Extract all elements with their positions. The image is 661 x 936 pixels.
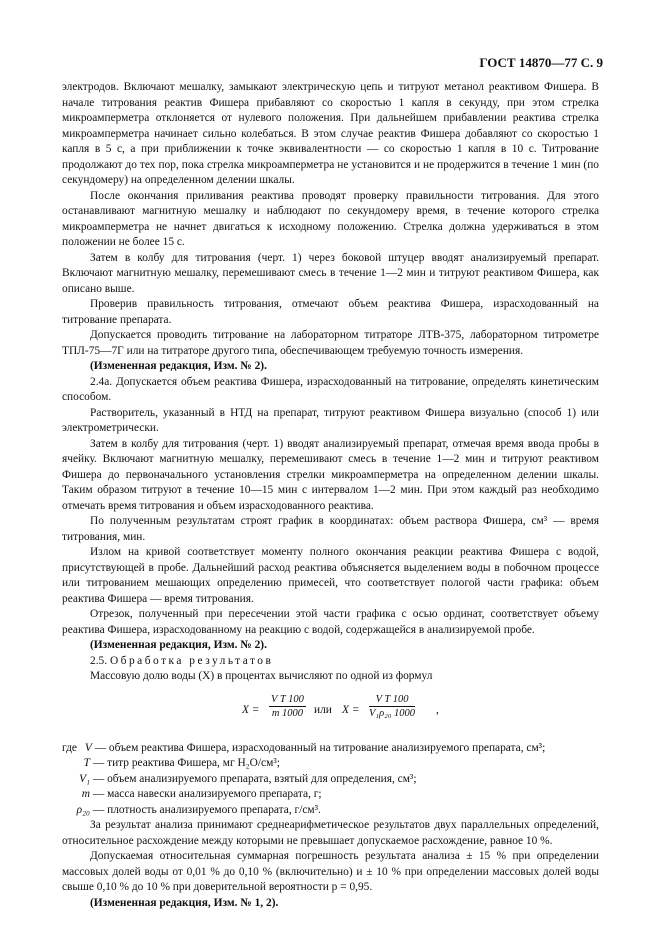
definition-row (62, 756, 599, 772)
formula-or: или (314, 703, 332, 716)
paragraph: Допускаемая относительная суммарная погрешность результата анализа ± 15 % при определении массовых долей воды от 0,01 % до 0,10 % (включительно) и ± 10 % при определении массовых долей воды свыше 0,10 % до 10 % при доверительной вероятности p = 0,95. (62, 850, 599, 893)
section-title: Обработка результатов (109, 654, 274, 667)
definition-text: — объем анализируемого препарата, взятый для определения, см³; (92, 772, 417, 785)
definition-text: — масса навески анализируемого препарата, г; (92, 788, 322, 800)
formula-lhs: X = (342, 703, 360, 716)
document-body (62, 80, 599, 911)
paragraph: По полученным результатам строят график в координатах: объем раствора Фишера, см³ — время титрования, мин. (62, 515, 599, 543)
fraction (369, 693, 415, 720)
definition-symbol: m (81, 788, 90, 800)
paragraph: Излом на кривой соответствует моменту полного окончания реакции реактива Фишера с водой, присутствующей в пробе. Дальнейший расход реактива объясняется выделением воды в побочном процессе или титрованием мешающих определению примесей, что соответствует пологой части графика: объем реактива Фишера — время титрования. (62, 546, 599, 605)
section-number: 2.5. (90, 654, 108, 667)
formula-lhs: X = (242, 703, 260, 716)
formula-comma: , (436, 703, 439, 716)
definition-text: — титр реактива Фишера, мг H₂O/см³; (92, 757, 280, 769)
fraction (269, 693, 306, 720)
definition-row (62, 741, 599, 757)
amendment-note: (Измененная редакция, Изм. № 1, 2). (90, 896, 279, 909)
paragraph: Проверив правильность титрования, отмечают объем реактива Фишера, израсходованный на титрование препарата. (62, 298, 599, 326)
definition-symbol: T (83, 757, 90, 769)
paragraph: Затем в колбу для титрования (черт. 1) через боковой штуцер вводят анализируемый препарат. Включают магнитную мешалку, перемешивают смесь в течение 1—2 мин и титруют реактивом Фишера, как описано выше. (62, 251, 599, 295)
paragraph: Массовую долю воды (X) в процентах вычисляют по одной из формул (90, 670, 433, 682)
definition-text: — плотность анализируемого препарата, г/см³. (92, 803, 321, 816)
paragraph: Допускается проводить титрование на лабораторном титраторе ЛТВ-375, лабораторном титрометре ТПЛ-75—7Г или на титраторе другого типа, обеспечивающем требуемую точность измерения. (62, 329, 599, 357)
definition-text: — объем реактива Фишера, израсходованный на титрование анализируемого препарата, см³; (94, 741, 546, 754)
paragraph: Затем в колбу для титрования (черт. 1) вводят анализируемый препарат, отмечая время ввода пробы в ячейку. Включают магнитную мешалку, перемешивают смесь в течение 1—2 мин и титруют реактивом Фишера до первоначального установления стрелки микроамперметра на определенном делении шкалы. Таким образом титруют в течение 10—15 мин с интервалом 1—2 мин. При этом каждый раз необходимо отмечать время титрования и объем израсходованного реактива. (62, 437, 599, 512)
definition-row (62, 787, 599, 803)
amendment-note: (Измененная редакция, Изм. № 2). (90, 360, 267, 372)
fraction-denominator: V₁ρ₂₀ 1000 (369, 707, 416, 719)
definition-symbol: V (84, 741, 92, 754)
paragraph: После окончания приливания реактива проводят проверку правильности титрования. Для этого останавливают магнитную мешалку и наблюдают по секундомеру время, в течение которого стрелка микроамперметра не начнет двигаться к исходному положению. Стрелка должна удерживаться в этом положении не более 15 с. (62, 189, 599, 248)
paragraph: 2.4а. Допускается объем реактива Фишера, израсходованный на титрование, определять кинетическим способом. (62, 375, 599, 403)
definition-lead: где (62, 741, 77, 754)
definition-symbol: V₁ (79, 772, 90, 785)
section-heading (62, 654, 599, 670)
definitions-list (62, 741, 599, 819)
fraction-denominator: m 1000 (271, 707, 304, 719)
paragraph: Растворитель, указанный в НТД на препарат, титруют реактивом Фишера визуально (способ 1) или электрометрически. (62, 406, 599, 434)
fraction-numerator: V T 100 (271, 693, 304, 705)
fraction-numerator: V T 100 (369, 693, 415, 707)
definition-row (62, 772, 599, 788)
formula (62, 689, 599, 735)
amendment-note: (Измененная редакция, Изм. № 2). (90, 639, 267, 651)
definition-symbol: ρ₂₀ (76, 803, 90, 816)
page-header: ГОСТ 14870—77 С. 9 (479, 55, 603, 70)
paragraph: За результат анализа принимают среднеарифметическое результатов двух параллельных определений, относительное расхождение между которыми не превышает допускаемое расхождение, равное 10 %. (62, 819, 599, 847)
paragraph: электродов. Включают мешалку, замыкают электрическую цепь и титруют метанол реактивом Фишера. В начале титрования реактив Фишера прибавляют со скоростью 1 капля в секунду, при этом стрелка микроамперметра отклоняется от нулевого положения. При дальнейшем прибавлении реактива стрелка микроамперметра начинает сильно колебаться. В этом случае реактив Фишера добавляют со скоростью 1 капля в 5 с, а при приближении к точке эквивалентности — со скоростью 1 капля в 10 с. Титрование продолжают до тех пор, пока стрелка микроамперметра не установится и не продержится в течение 1 мин (по секундомеру) на определенном делении шкалы. (62, 81, 599, 186)
definition-row (62, 803, 599, 819)
paragraph: Отрезок, полученный при пересечении этой части графика с осью ординат, соответствует объему реактива Фишера, израсходованному на реакцию с водой, содержащейся в анализируемой пробе. (62, 608, 599, 636)
